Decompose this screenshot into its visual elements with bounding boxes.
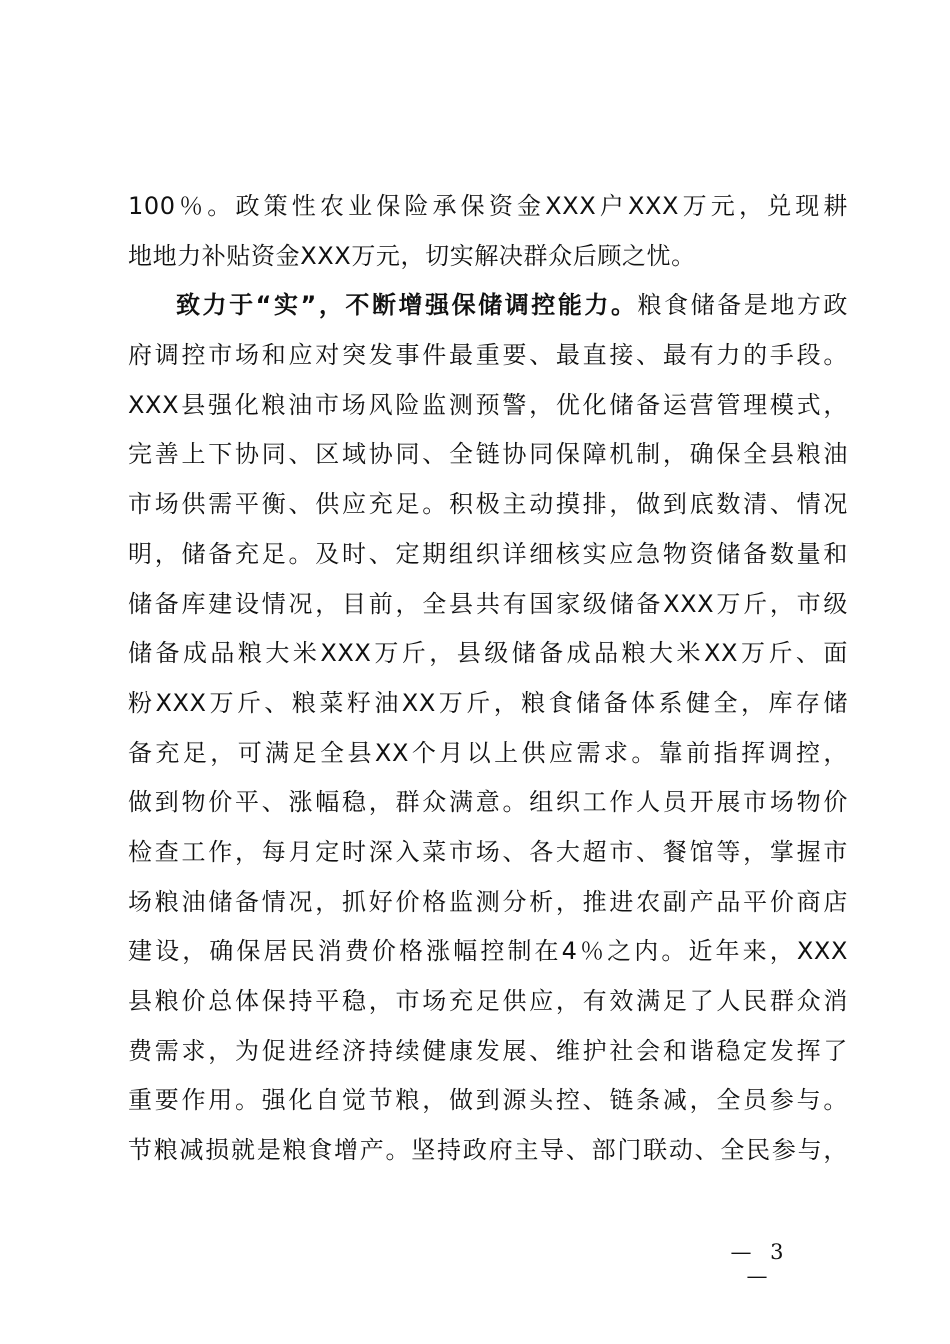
paragraph-line-15: 场粮油储备情况，抓好价格监测分析，推进农副产品平价商店	[128, 887, 848, 916]
paragraph-line-19: 重要作用。强化自觉节粮，做到源头控、链条减，全员参与。	[128, 1086, 848, 1115]
paragraph-line-10: 储备成品粮大米XXX万斤，县级储备成品粮大米XX万斤、面	[128, 639, 848, 668]
paragraph-line-8: 明，储备充足。及时、定期组织详细核实应急物资储备数量和	[128, 539, 848, 568]
paragraph-line-20: 节粮减损就是粮食增产。坚持政府主导、部门联动、全民参与，	[128, 1136, 848, 1165]
paragraph-line-1: 100％。政策性农业保险承保资金XXX户XXX万元，兑现耕	[128, 192, 848, 220]
paragraph-line-2: 地地力补贴资金XXX万元，切实解决群众后顾之忧。	[128, 241, 696, 270]
paragraph-line-13: 做到物价平、涨幅稳，群众满意。组织工作人员开展市场物价	[128, 788, 848, 817]
section-heading-continuation: 粮食储备是地方政	[637, 291, 848, 320]
paragraph-line-5: XXX县强化粮油市场风险监测预警，优化储备运营管理模式，	[128, 390, 848, 419]
page-number: — 3 —	[730, 1240, 790, 1288]
section-heading: 致力于“实”，不断增强保储调控能力。	[176, 291, 638, 320]
paragraph-line-11: 粉XXX万斤、粮菜籽油XX万斤，粮食储备体系健全，库存储	[128, 688, 848, 717]
section-heading-line	[128, 281, 848, 331]
paragraph-line-6: 完善上下协同、区域协同、全链协同保障机制，确保全县粮油	[128, 440, 848, 469]
paragraph-line-4: 府调控市场和应对突发事件最重要、最直接、最有力的手段。	[128, 341, 848, 370]
paragraph-line-16: 建设，确保居民消费价格涨幅控制在4％之内。近年来，XXX	[128, 937, 848, 966]
paragraph-line-7: 市场供需平衡、供应充足。积极主动摸排，做到底数清、情况	[128, 490, 848, 519]
paragraph-line-14: 检查工作，每月定时深入菜市场、各大超市、餐馆等，掌握市	[128, 837, 848, 866]
paragraph-line-12: 备充足，可满足全县XX个月以上供应需求。靠前指挥调控，	[128, 738, 848, 767]
body-text	[128, 182, 848, 1176]
paragraph-line-9: 储备库建设情况，目前，全县共有国家级储备XXX万斤，市级	[128, 589, 848, 618]
paragraph-line-17: 县粮价总体保持平稳，市场充足供应，有效满足了人民群众消	[128, 987, 848, 1015]
paragraph-line-18: 费需求，为促进经济持续健康发展、维护社会和谐稳定发挥了	[128, 1036, 848, 1065]
